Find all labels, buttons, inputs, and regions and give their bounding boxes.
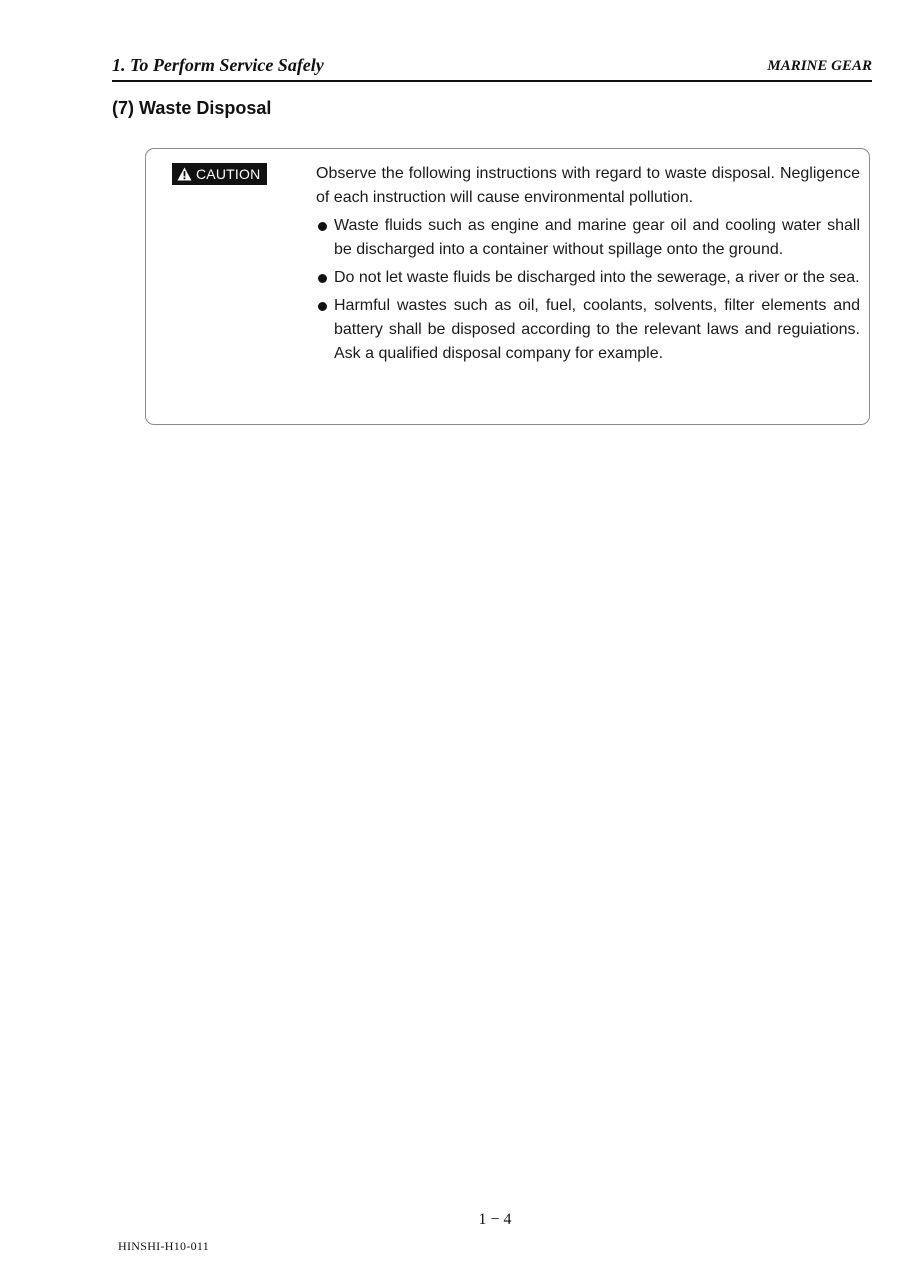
caution-list bbox=[316, 214, 860, 366]
page-number: 1 − 4 bbox=[478, 1211, 512, 1228]
section-title: (7) Waste Disposal bbox=[112, 98, 272, 118]
bullet-icon bbox=[318, 222, 327, 231]
caution-text bbox=[316, 162, 860, 370]
caution-box bbox=[145, 148, 870, 425]
list-item-text: Waste fluids such as engine and marine gear oil and cooling water shall be discharged into a container without spillage onto the ground. bbox=[334, 217, 860, 258]
list-item-text: Do not let waste fluids be discharged into the sewerage, a river or the sea. bbox=[334, 269, 860, 286]
bullet-icon bbox=[318, 302, 327, 311]
list-item-text: Harmful wastes such as oil, fuel, coolants, solvents, filter elements and battery shall be disposed according to the relevant laws and reguiations. Ask a qualified disposal company for example. bbox=[334, 297, 860, 362]
caution-badge bbox=[172, 163, 267, 185]
caution-label: CAUTION bbox=[196, 166, 261, 182]
manual-title: MARINE GEAR bbox=[767, 58, 872, 74]
chapter-title: 1. To Perform Service Safely bbox=[112, 55, 324, 75]
list-item bbox=[316, 294, 860, 366]
caution-intro: Observe the following instructions with regard to waste disposal. Negligence of each instruction will cause environmental pollution. bbox=[316, 165, 860, 206]
bullet-icon bbox=[318, 274, 327, 283]
list-item bbox=[316, 266, 860, 290]
page-header bbox=[112, 54, 872, 82]
document-code: HINSHI-H10-011 bbox=[118, 1239, 210, 1253]
warning-triangle-icon bbox=[177, 167, 192, 181]
list-item bbox=[316, 214, 860, 262]
